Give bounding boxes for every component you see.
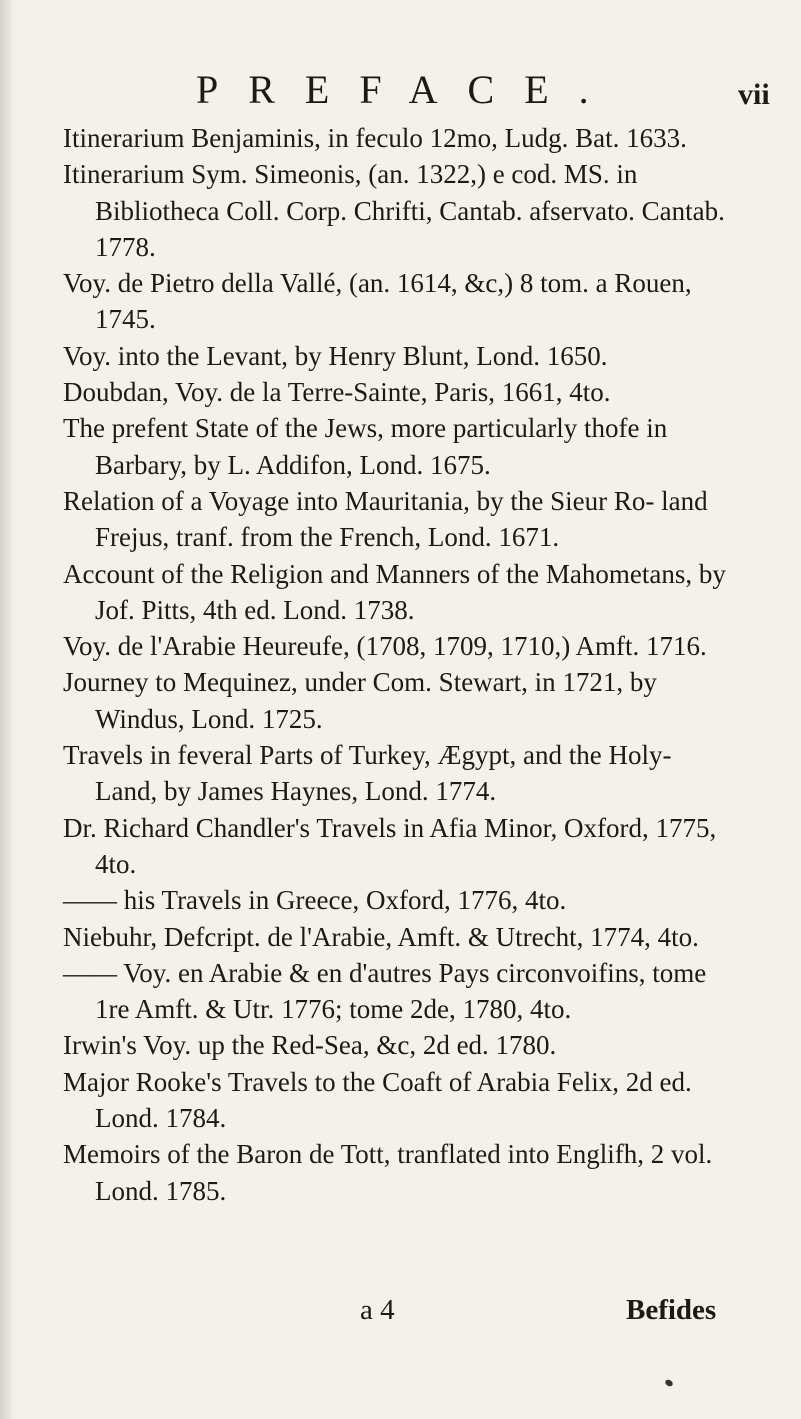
bibliography-entry: Major Rooke's Travels to the Coaft of Arabia Felix, 2d ed. Lond. 1784.: [63, 1066, 692, 1134]
bibliography-entry: Relation of a Voyage into Mauritania, by the Sieur Ro- land Frejus, tranf. from the French, Lond. 1671.: [63, 485, 708, 553]
bibliography-entry: Journey to Mequinez, under Com. Stewart, in 1721, by Windus, Lond. 1725.: [63, 667, 657, 734]
bibliography-entry: —— Voy. en Arabie & en d'autres Pays circonvoifins, tome 1re Amft. & Utr. 1776; tome 2de, 1780, 4to.: [63, 957, 707, 1025]
bibliography-list: [63, 120, 728, 1209]
catchword: Befides: [626, 1294, 717, 1326]
bibliography-entry: Voy. into the Levant, by Henry Blunt, Lond. 1650.: [63, 340, 608, 371]
signature-mark: a 4: [360, 1294, 395, 1326]
bibliography-entry: Irwin's Voy. up the Red-Sea, &c, 2d ed. 1780.: [63, 1030, 557, 1061]
running-header-title: PREFACE.: [196, 67, 619, 112]
bibliography-entry: Itinerarium Benjaminis, in feculo 12mo, Ludg. Bat. 1633.: [63, 123, 687, 153]
bibliography-entry: —— his Travels in Greece, Oxford, 1776, 4to.: [63, 885, 567, 916]
bibliography-entry: Account of the Religion and Manners of the Mahometans, by Jof. Pitts, 4th ed. Lond. 1738.: [63, 558, 726, 625]
bibliography-entry: Memoirs of the Baron de Tott, tranflated into Englifh, 2 vol. Lond. 1785.: [63, 1139, 713, 1206]
ink-speck: [664, 1378, 674, 1387]
bibliography-entry: Itinerarium Sym. Simeonis, (an. 1322,) e cod. MS. in Bibliotheca Coll. Corp. Chrifti, Cantab. afservato. Cantab. 1778.: [63, 159, 725, 262]
bibliography-entry: The prefent State of the Jews, more particularly thofe in Barbary, by L. Addifon, Lond. 1675.: [63, 413, 668, 480]
bibliography-entry: Niebuhr, Defcript. de l'Arabie, Amft. & Utrecht, 1774, 4to.: [63, 921, 699, 952]
bibliography-entry: Travels in feveral Parts of Turkey, Ægypt, and the Holy- Land, by James Haynes, Lond. 1774.: [63, 740, 672, 807]
bibliography-entry: Dr. Richard Chandler's Travels in Afia Minor, Oxford, 1775, 4to.: [63, 812, 717, 879]
page-number: vii: [738, 78, 770, 111]
bibliography-entry: Doubdan, Voy. de la Terre-Sainte, Paris, 1661, 4to.: [63, 377, 611, 408]
gutter-shadow: [0, 0, 14, 1419]
bibliography-entry: Voy. de Pietro della Vallé, (an. 1614, &c,) 8 tom. a Rouen, 1745.: [63, 268, 692, 335]
bibliography-entry: Voy. de l'Arabie Heureufe, (1708, 1709, 1710,) Amft. 1716.: [63, 631, 707, 662]
